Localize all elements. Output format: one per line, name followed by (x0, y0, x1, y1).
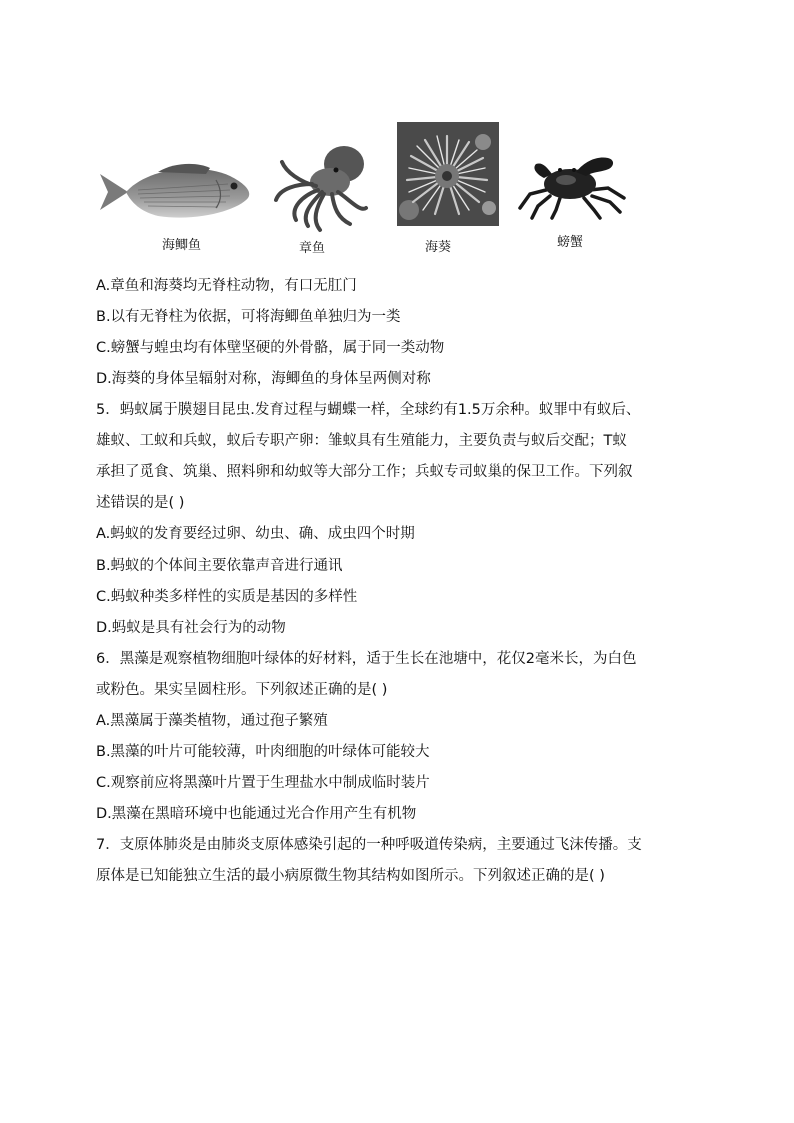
q6-option-a: A.黑藻属于藻类植物，通过孢子繁殖 (96, 713, 328, 729)
fish-image (98, 160, 254, 226)
q5-stem-line-3: 承担了觅食、筑巢、照料卵和幼蚁等大部分工作；兵蚁专司蚁巢的保卫工作。下列叙 (96, 464, 633, 480)
q5-option-a: A.蚂蚁的发育要经过卵、幼虫、确、成虫四个时期 (96, 526, 415, 542)
q6-stem-line-1: 6．黑藻是观察植物细胞叶绿体的好材料，适于生长在池塘中，花仅2毫米长，为白色 (96, 651, 637, 667)
figure-caption-crab: 螃蟹 (557, 235, 584, 250)
q6-option-d: D.黑藻在黑暗环境中也能通过光合作用产生有机物 (96, 806, 417, 822)
q6-option-c: C.观察前应将黑藻叶片置于生理盐水中制成临时装片 (96, 775, 430, 791)
sea-anemone-image (397, 122, 499, 226)
q4-option-a: A.章鱼和海葵均无脊柱动物，有口无肛门 (96, 278, 357, 294)
figure-anemone (397, 122, 499, 226)
q4-option-d: D.海葵的身体呈辐射对称，海鲫鱼的身体呈两侧对称 (96, 371, 431, 387)
q5-option-b: B.蚂蚁的个体间主要依靠声音进行通讯 (96, 558, 343, 574)
q5-stem-line-4: 述错误的是( ) (96, 495, 185, 511)
q6-option-b: B.黑藻的叶片可能较薄，叶肉细胞的叶绿体可能较大 (96, 744, 430, 760)
q6-stem-line-2: 或粉色。果实呈圆柱形。下列叙述正确的是( ) (96, 682, 388, 698)
q4-option-b: B.以有无脊柱为依据，可将海鲫鱼单独归为一类 (96, 309, 401, 325)
q5-option-c: C.蚂蚁种类多样性的实质是基因的多样性 (96, 589, 358, 605)
q5-stem-line-1: 5．蚂蚁属于膜翅目昆虫.发育过程与蝴蝶一样，全球约有1.5万余种。蚁罪中有蚁后、 (96, 402, 641, 418)
q5-option-d: D.蚂蚁是具有社会行为的动物 (96, 620, 286, 636)
q4-option-c: C.螃蟹与蝗虫均有体壁坚硬的外骨骼，属于同一类动物 (96, 340, 445, 356)
q5-stem-line-2: 雄蚁、工蚁和兵蚁，蚁后专职产卵：雏蚁具有生殖能力，主要负责与蚁后交配；T蚁 (96, 433, 627, 449)
octopus-image (272, 142, 376, 234)
figure-caption-anemone: 海葵 (425, 240, 452, 255)
figure-caption-fish: 海鲫鱼 (162, 238, 202, 253)
figure-crab (516, 150, 628, 220)
figure-caption-octopus: 章鱼 (299, 241, 326, 256)
q7-stem-line-1: 7．支原体肺炎是由肺炎支原体感染引起的一种呼吸道传染病，主要通过飞沫传播。支 (96, 837, 642, 853)
figure-octopus (272, 142, 376, 234)
q7-stem-line-2: 原体是已知能独立生活的最小病原微生物其结构如图所示。下列叙述正确的是( ) (96, 868, 605, 884)
crab-image (516, 150, 628, 220)
figure-fish (98, 160, 254, 226)
